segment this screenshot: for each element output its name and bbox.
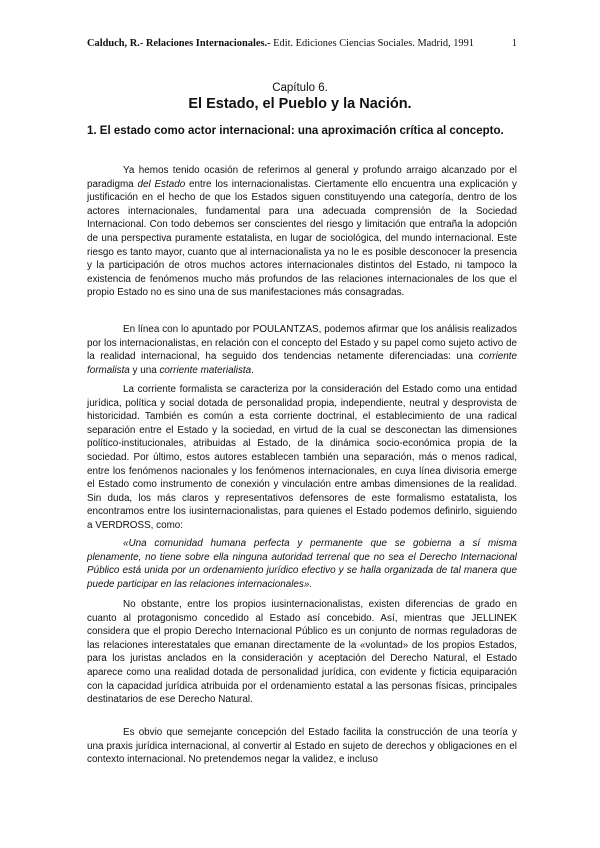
p1-text-a: Ya hemos tenido ocasión de referirnos al general y profundo arraigo alcanzado por el paradigma: [87, 165, 517, 190]
p2-emphasis-formalist: corriente formalista: [87, 351, 517, 376]
chapter-number: Capítulo 6.: [272, 82, 328, 94]
p2-emphasis-materialist: corriente materialista: [159, 364, 252, 376]
chapter-title: El Estado, el Pueblo y la Nación.: [188, 96, 412, 112]
p1-text-c: entre los internacionalistas. Ciertamente ello encuentra una explicación y justificación en el hecho de que los Estados siguen constituyendo una categoría, dentro de los actores internacionales, fundamental para una adecuada comprensión de la Sociedad Internacional. Con todo debemos ser conscientes del riesgo y limitación que entraña la adopción de una perspectiva puramente estatalista, en lugar de sociológica, del mundo internacional. Este riesgo es tanto mayor, cuanto que al internacionalista ya no le es posible desconocer la presencia y la participación de otros muchos actores internacionales distintos del Estado, ni tampoco la existencia de fenómenos mucho más profundos de las relaciones internacionales de los que el propio Estado no es sino una de sus manifestaciones más consagradas.: [87, 178, 517, 299]
p2-text-a: En línea con lo apuntado por POULANTZAS, podemos afirmar que los análisis realizados por los internacionalistas, en relación con el concepto del Estado y su papel como sujeto activo de la realidad internacional, ha seguido dos tendencias netamente diferenciadas: una: [87, 324, 517, 363]
paragraph-5: Es obvio que semejante concepción del Estado facilita la construcción de una teoría y una praxis jurídica internacional, al convertir al Estado en sujeto de derechos y obligaciones en el contexto internacional. No pretendemos negar la validez, e incluso: [87, 727, 517, 766]
paragraph-4: No obstante, entre los propios iusinternacionalistas, existen diferencias de grado en cuanto al protagonismo concedido al Estado así concebido. Así, mientras que JELLINEK considera que el propio Derecho Internacional Público es un conjunto de normas reguladoras de las relaciones interestatales que emanan directamente de la «voluntad» de los propios Estados, para los juristas anclados en la consideración y aceptación del Derecho Natural, el Estado aparece como una realidad dotada de personalidad jurídica, con evidente y ficticia equiparación con la capacidad jurídica atribuida por el ordenamiento estatal a las personas físicas, principales destinatarios de ese Derecho Natural.: [87, 599, 517, 706]
p1-emphasis: del Estado: [137, 178, 186, 190]
citation: [87, 38, 474, 49]
verdross-quote: «Una comunidad humana perfecta y permanente que se gobierna a sí misma plenamente, no tiene sobre ella ninguna autoridad terrenal que no sea el Derecho Internacional Público está unida por un ordenamiento jurídico efectivo y se halla organizada de tal manera que puede participar en las relaciones internacionales».: [87, 538, 517, 590]
paragraph-1: [87, 164, 517, 300]
paragraph-3: La corriente formalista se caracteriza por la consideración del Estado como una entidad jurídica, política y social dotada de personalidad propia, independiente, neutral y desprovista de historicidad. También es común a esta corriente doctrinal, el establecimiento de una radical separación entre el Estado y la sociedad, en virtud de la cual se desconectan las dimensiones político-institucionales, atribuidas al Estado, de la dinámica socio-económica propia de la sociedad. Por último, estos autores establecen también una separación, más o menos radical, entre los fenómenos nacionales y los fenómenos internacionales, en cuya línea divisoria emerge el Estado como instrumento de conexión y vinculación entre ambas dimensiones de la realidad. Sin duda, los más claros y representativos defensores de este formalismo estatalista, los encontramos entre los iusinternacionalistas, para quienes el Estado podemos definirlo, siguiendo a VERDROSS, como:: [87, 384, 517, 531]
paragraph-2: [87, 323, 517, 377]
author-work: Calduch, R.- Relaciones Internacionales.-: [87, 38, 271, 49]
section-heading: 1. El estado como actor internacional: una aproximación crítica al concepto.: [87, 125, 504, 137]
publisher-info: Edit. Ediciones Ciencias Sociales. Madrid, 1991: [270, 38, 475, 49]
p2-text-e: .: [251, 364, 254, 376]
running-header: [87, 38, 517, 49]
p2-text-c: y una: [129, 364, 160, 376]
page-number: 1: [511, 38, 517, 49]
